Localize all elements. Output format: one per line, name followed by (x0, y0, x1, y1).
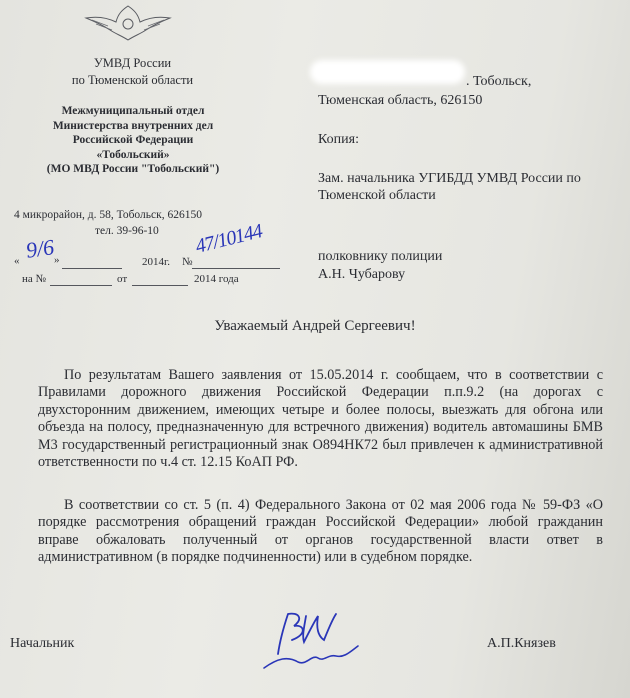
org-address: 4 микрорайон, д. 58, Тобольск, 626150 (14, 209, 202, 221)
signer-name: А.П.Князев (487, 636, 556, 651)
quote-close: » (54, 254, 60, 266)
org-header (30, 55, 235, 89)
org-full-line: «Тобольский» (96, 148, 170, 161)
copy-label: Копия: (318, 132, 359, 147)
handwritten-signature (258, 606, 368, 676)
handwritten-number: 47/10144 (193, 220, 265, 258)
org-line-2: по Тюменской области (71, 73, 194, 87)
recipient-address-tail: . Тобольск, (466, 74, 532, 89)
handwritten-day: 9/6 (24, 234, 56, 263)
year-label: 2014г. (142, 256, 171, 268)
org-full-name (22, 104, 244, 177)
org-line-1: УМВД России (93, 56, 172, 70)
copy-recipient: Зам. начальника УГИБДД УМВД России по Тюменской области (318, 171, 581, 203)
greeting: Уважаемый Андрей Сергеевич! (214, 318, 416, 334)
body-paragraph-2: В соответствии со ст. 5 (п. 4) Федерального Закона от 02 мая 2006 года № 59-ФЗ «О порядке рассмотрения обращений граждан Российской Федерации» любой гражданин вправе обжаловать полученный от органов государственной власти ответ в административном (в порядке подчиненности) или в судебном порядке. (38, 497, 603, 566)
from-label: от (117, 273, 128, 285)
number-sign: № (182, 256, 193, 268)
org-full-line: Межмуниципальный отдел (61, 105, 205, 117)
org-phone: тел. 39-96-10 (95, 225, 159, 237)
on-number-label: на № (22, 273, 47, 285)
org-full-line: Российской Федерации (72, 134, 194, 146)
recipient-rank: полковнику полиции (318, 249, 443, 264)
quote-open: « (14, 255, 20, 267)
year-suffix: 2014 года (194, 273, 239, 285)
double-headed-eagle-emblem (78, 0, 178, 42)
redacted-address (310, 60, 465, 84)
recipient-name: А.Н. Чубарову (318, 267, 406, 282)
recipient-address-region: Тюменская область, 626150 (318, 93, 483, 108)
org-full-line: (МО МВД России "Тобольский") (46, 163, 220, 175)
body-paragraph-1: По результатам Вашего заявления от 15.05.2014 г. сообщаем, что в соответствии с Правилами дорожного движения Российской Федерации п.п.9.2 (на дорогах с двухсторонним движением, имеющих четыре и более полосы, выезжать для обгона или объезда на полосу, предназначенную для встречного движения) водитель автомашины БМВ М3 государственный регистрационный знак О894НК72 был привлечен к административной ответственности по ч.4 ст. 12.15 КоАП РФ. (38, 367, 603, 471)
org-full-line: Министерства внутренних дел (52, 119, 214, 132)
signer-title: Начальник (10, 636, 75, 651)
